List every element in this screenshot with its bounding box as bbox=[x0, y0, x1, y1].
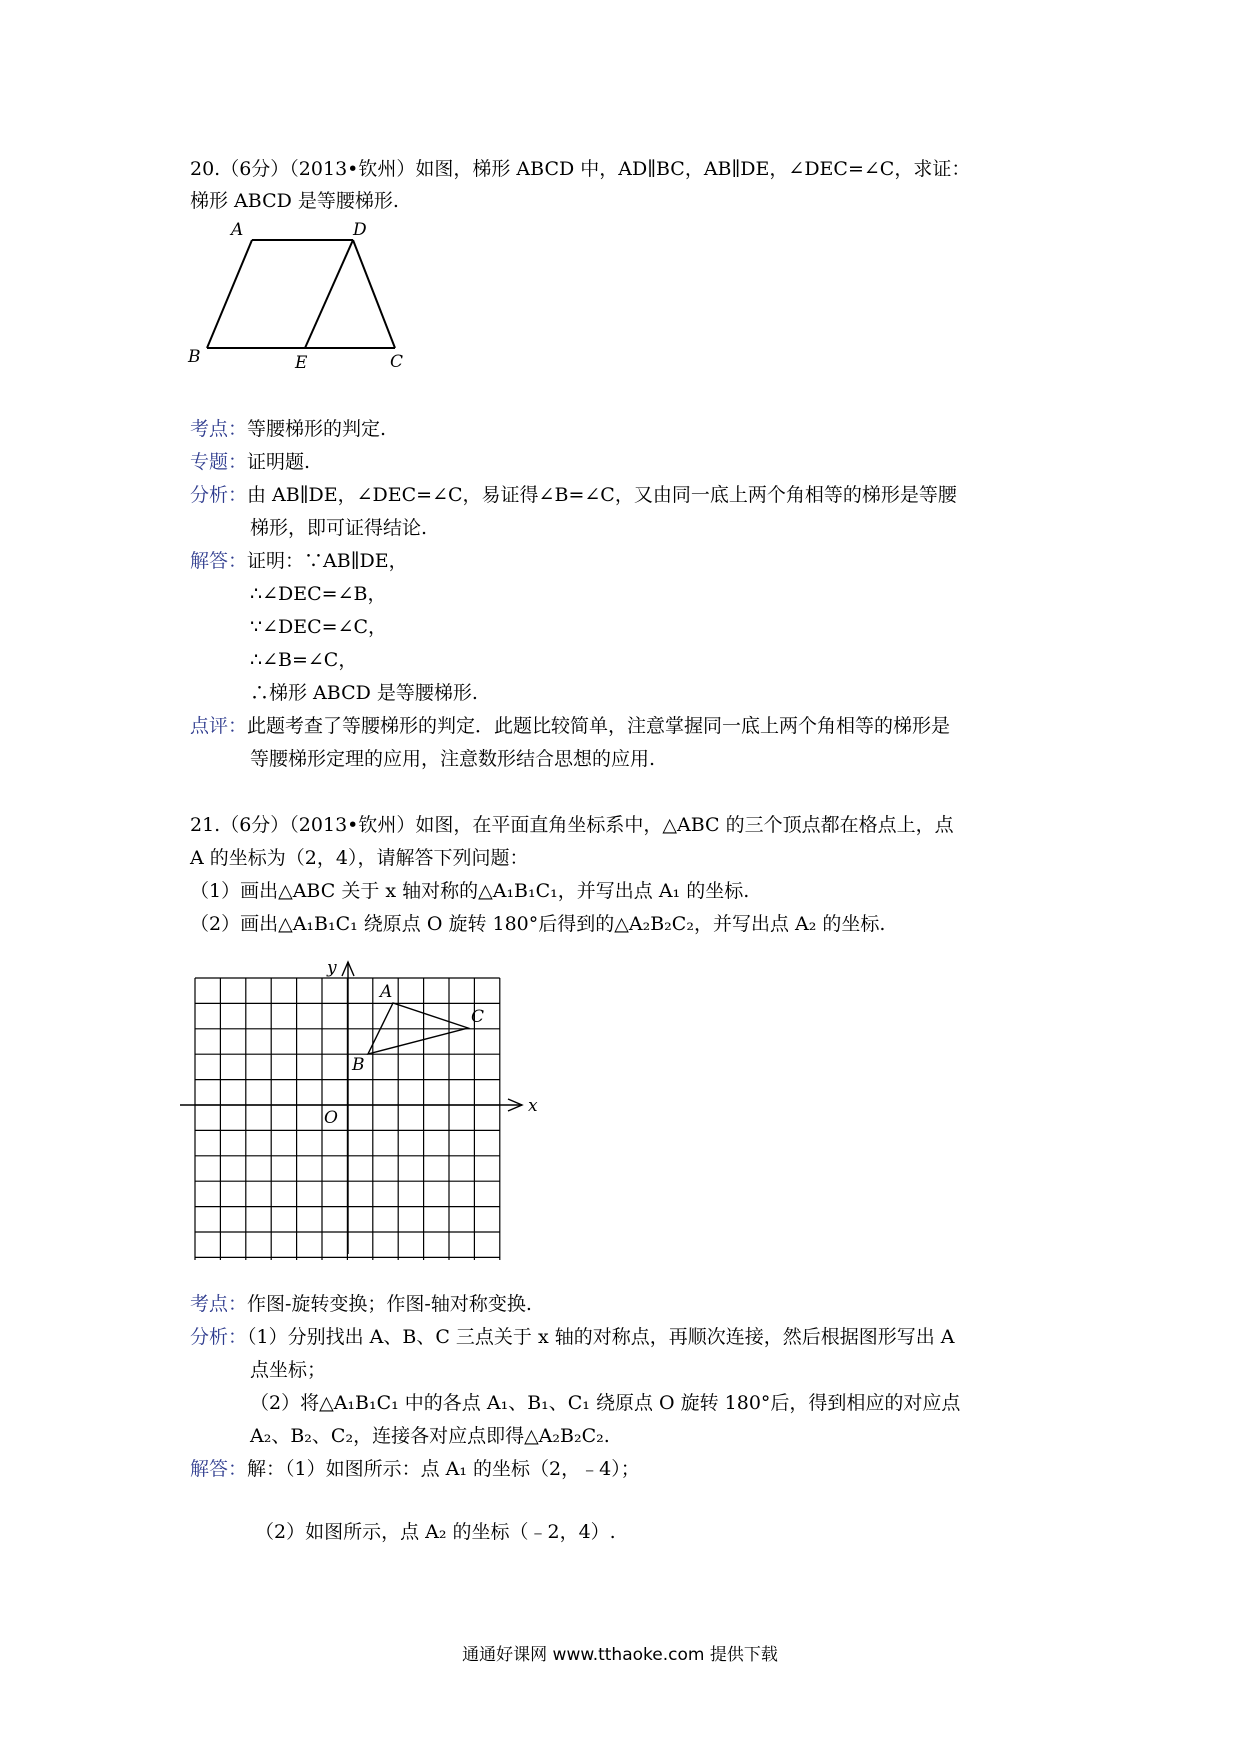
q21-part2: （2）画出△A₁B₁C₁ 绕原点 O 旋转 180°后得到的△A₂B₂C₂，并写出点 A₂ 的坐标. bbox=[190, 913, 886, 935]
dianping-text-1: 此题考查了等腰梯形的判定．此题比较简单，注意掌握同一底上两个角相等的梯形是 bbox=[247, 715, 951, 737]
q21-jieda bbox=[190, 1457, 640, 1481]
q21-fenxi-line4: A₂、B₂、C₂，连接各对应点即得△A₂B₂C₂. bbox=[250, 1425, 610, 1447]
dianping-tag: 点评： bbox=[190, 715, 248, 737]
label-A: A bbox=[380, 982, 393, 1002]
label-x-axis: x bbox=[528, 1096, 538, 1116]
label-A: A bbox=[231, 220, 244, 240]
label-origin: O bbox=[324, 1108, 338, 1128]
jieda-step-2: ∴∠DEC=∠B， bbox=[250, 583, 387, 605]
q20-jieda bbox=[190, 549, 408, 573]
page-footer: 通通好课网 www.tthaoke.com 提供下载 bbox=[462, 1645, 778, 1665]
q20-fenxi-line2: 梯形，即可证得结论. bbox=[250, 517, 428, 539]
q20-zhuanti bbox=[190, 450, 310, 474]
label-C: C bbox=[390, 352, 404, 372]
segment-DE bbox=[305, 240, 353, 348]
label-y-axis: y bbox=[327, 958, 337, 978]
kaodian-tag: 考点： bbox=[190, 1293, 248, 1315]
label-D: D bbox=[353, 220, 367, 240]
label-B: B bbox=[352, 1055, 365, 1075]
q20-stem-line2: 梯形 ABCD 是等腰梯形. bbox=[190, 190, 399, 212]
jieda-step-1: 证明：∵AB∥DE， bbox=[247, 550, 408, 572]
q21-fenxi-line3: （2）将△A₁B₁C₁ 中的各点 A₁、B₁、C₁ 绕原点 O 旋转 180°后，得到相应的对应点 bbox=[250, 1392, 961, 1414]
q20-kaodian bbox=[190, 417, 386, 441]
zhuanti-tag: 专题： bbox=[190, 451, 248, 473]
zhuanti-text: 证明题. bbox=[247, 451, 311, 473]
jieda-tag: 解答： bbox=[190, 1458, 248, 1480]
kaodian-text: 等腰梯形的判定. bbox=[247, 418, 387, 440]
coordinate-grid-figure bbox=[180, 940, 560, 1260]
fenxi-tag: 分析： bbox=[190, 1326, 248, 1348]
fenxi-text-1: 由 AB∥DE，∠DEC=∠C，易证得∠B=∠C，又由同一底上两个角相等的梯形是等腰 bbox=[247, 484, 957, 506]
fenxi-tag: 分析： bbox=[190, 484, 248, 506]
fenxi-text-1: （1）分别找出 A、B、C 三点关于 x 轴的对称点，再顺次连接，然后根据图形写出 A bbox=[247, 1326, 955, 1348]
jieda-step-4: ∴∠B=∠C， bbox=[250, 649, 358, 671]
kaodian-text: 作图-旋转变换；作图-轴对称变换. bbox=[247, 1293, 532, 1315]
side-DC bbox=[353, 240, 395, 348]
jieda-step-3: ∵∠DEC=∠C， bbox=[250, 616, 388, 638]
q20-dianping bbox=[190, 714, 950, 738]
jieda-step-5: ∴梯形 ABCD 是等腰梯形. bbox=[250, 682, 478, 704]
q20-stem-line1: 20.（6分）（2013•钦州）如图，梯形 ABCD 中，AD∥BC，AB∥DE，∠DEC=∠C，求证： bbox=[190, 158, 971, 180]
q21-fenxi bbox=[190, 1325, 954, 1349]
jieda-text-1: 解：（1）如图所示：点 A₁ 的坐标（2，﹣4）； bbox=[247, 1458, 640, 1480]
side-AB bbox=[207, 240, 252, 348]
q20-dianping-line2: 等腰梯形定理的应用，注意数形结合思想的应用. bbox=[250, 748, 656, 770]
label-B: B bbox=[188, 347, 201, 367]
trapezoid-figure bbox=[185, 215, 425, 375]
jieda-tag: 解答： bbox=[190, 550, 248, 572]
q21-part1: （1）画出△ABC 关于 x 轴对称的△A₁B₁C₁，并写出点 A₁ 的坐标. bbox=[190, 880, 750, 902]
q21-kaodian bbox=[190, 1292, 532, 1316]
q21-jieda-line2: （2）如图所示，点 A₂ 的坐标（﹣2，4）. bbox=[255, 1521, 616, 1543]
q20-fenxi bbox=[190, 483, 957, 507]
q21-fenxi-line2: 点坐标； bbox=[250, 1359, 327, 1381]
label-E: E bbox=[295, 353, 308, 373]
label-C: C bbox=[471, 1007, 485, 1027]
q21-stem-line1: 21.（6分）（2013•钦州）如图，在平面直角坐标系中，△ABC 的三个顶点都在格点上，点 bbox=[190, 814, 954, 836]
q21-stem-line2: A 的坐标为（2，4），请解答下列问题： bbox=[190, 847, 529, 869]
kaodian-tag: 考点： bbox=[190, 418, 248, 440]
